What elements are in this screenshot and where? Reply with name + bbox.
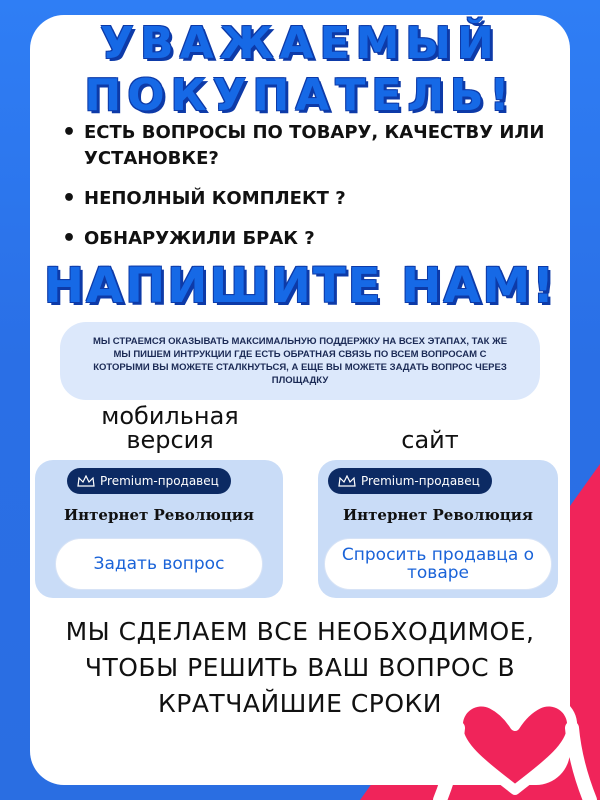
ask-seller-button[interactable]: Спросить продавца о товаре	[324, 538, 552, 590]
premium-badge	[67, 468, 231, 494]
bullet-list	[62, 120, 552, 266]
ask-question-button[interactable]: Задать вопрос	[55, 538, 263, 590]
badge-label: Premium-продавец	[361, 474, 480, 488]
site-label: сайт	[401, 426, 459, 454]
heart-hands-icon	[430, 680, 600, 800]
title-line-1: УВАЖАЕМЫЙ	[100, 18, 500, 69]
bullet-item: • НЕПОЛНЫЙ КОМПЛЕКТ ?	[62, 186, 552, 212]
mobile-panel	[35, 460, 283, 598]
badge-label: Premium-продавец	[100, 474, 219, 488]
shop-name: Интернет Революция	[63, 506, 254, 524]
info-text: МЫ СТРАЕМСЯ ОКАЗЫВАТЬ МАКСИМАЛЬНУЮ ПОДДЕРЖКУ НА ВСЕХ ЭТАПАХ, ТАК ЖЕ МЫ ПИШЕМ ИНТРУКЦИИ ГДЕ ЕСТЬ ОБРАТНАЯ СВЯЗЬ ПО ВСЕМ ВОПРОСАМ С КОТОРЫМИ ВЫ МОЖЕТЕ СТАЛКНУТЬСЯ, А ЕЩЕ ВЫ МОЖЕТЕ ЗАДАТЬ ВОПРОС ЧЕРЕЗ ПЛОЩАДКУ	[92, 336, 508, 386]
bullet-item: • ЕСТЬ ВОПРОСЫ ПО ТОВАРУ, КАЧЕСТВУ ИЛИ УСТАНОВКЕ?	[62, 120, 552, 172]
crown-icon	[338, 475, 356, 487]
call-to-action: НАПИШИТЕ НАМ!	[43, 258, 557, 314]
shop-name: Интернет Революция	[342, 506, 533, 524]
bullet-item: • ОБНАРУЖИЛИ БРАК ?	[62, 226, 552, 252]
crown-icon	[77, 475, 95, 487]
title-line-2: ПОКУПАТЕЛЬ!	[84, 70, 516, 121]
footer-text: МЫ СДЕЛАЕМ ВСЕ НЕОБХОДИМОЕ, ЧТОБЫ РЕШИТЬ ВАШ ВОПРОС В КРАТЧАЙШИЕ СРОКИ	[65, 617, 535, 718]
site-panel	[318, 460, 558, 598]
premium-badge	[328, 468, 492, 494]
info-box	[60, 322, 540, 400]
mobile-label: мобильная версия	[101, 402, 239, 454]
